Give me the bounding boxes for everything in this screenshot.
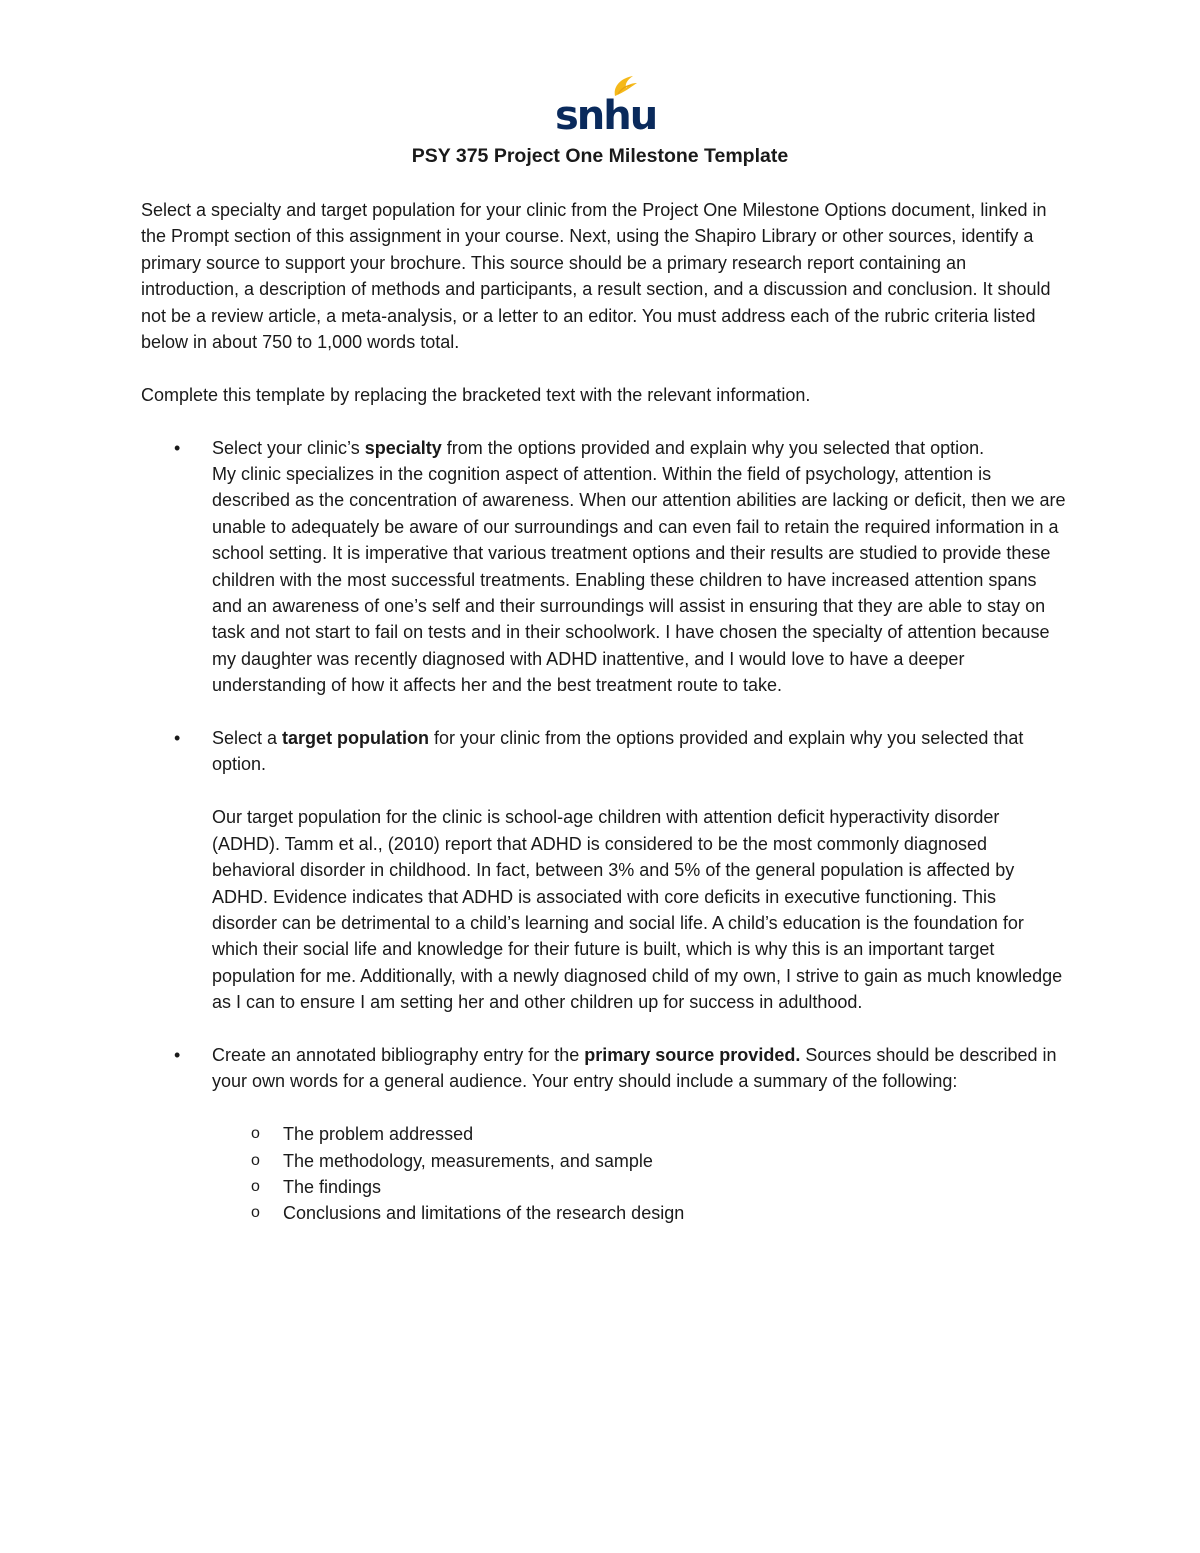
list-spacer — [141, 699, 1066, 725]
bullet-icon: • — [174, 728, 181, 749]
prompt-item-target-population — [141, 725, 1066, 1015]
prompt-text: Select a target population for your clinic from the options provided and explain why you selected that option. — [212, 728, 1024, 775]
prompt-item-bibliography — [141, 1042, 1066, 1227]
sub-list — [212, 1121, 1066, 1227]
answer-paragraph: Our target population for the clinic is school-age children with attention deficit hyperactivity disorder (ADHD). Tamm et al., (2010) report that ADHD is considered to be the most commonly diagnosed behavioral disorder in childhood. In fact, between 3% and 5% of the general population is affected by ADHD. Evidence indicates that ADHD is associated with core deficits in executive functioning. This disorder can be detrimental to a child’s learning and social life. A child’s education is the foundation for which their social life and knowledge for their future is built, which is why this is an important target population for me. Additionally, with a newly diagnosed child of my own, I strive to gain as much knowledge as I can to ensure I am setting her and other children up for success in adulthood. — [212, 807, 1063, 1013]
bullet-icon: • — [174, 1044, 181, 1065]
sub-list-item: o The problem addressed — [212, 1121, 1066, 1147]
sub-list-item: o Conclusions and limitations of the research design — [212, 1200, 1066, 1226]
prompt-list — [141, 435, 1066, 1227]
sub-list-item: o The methodology, measurements, and sample — [212, 1148, 1066, 1174]
bullet-icon: • — [174, 437, 181, 458]
circle-bullet-icon: o — [251, 1204, 260, 1222]
logo-wordmark: snhu — [555, 93, 657, 139]
prompt-item-specialty — [141, 435, 1066, 699]
prompt-text: Select your clinic’s specialty from the options provided and explain why you selected that option. — [212, 437, 985, 458]
instruction-paragraph: Complete this template by replacing the bracketed text with the relevant information. — [141, 384, 811, 405]
circle-bullet-icon: o — [251, 1125, 260, 1143]
page-title: PSY 375 Project One Milestone Template — [411, 145, 789, 167]
sub-list-item: o The findings — [212, 1174, 1066, 1200]
circle-bullet-icon: o — [251, 1151, 260, 1169]
snhu-logo — [555, 74, 657, 139]
prompt-text: Create an annotated bibliography entry for the primary source provided. Sources should be described in your own words for a general audience. Your entry should include a summary of the following: — [212, 1044, 1057, 1092]
document-body — [141, 197, 1066, 1227]
answer-paragraph: My clinic specializes in the cognition aspect of attention. Within the field of psychology, attention is described as the concentration of awareness. When our attention abilities are lacking or deficit, then we are unable to adequately be aware of our surroundings and can even fail to retain the required information in a school setting. It is imperative that various treatment options and their results are studied to provide these children with the most successful treatments. Enabling these children to have increased attention spans and an awareness of one’s self and their surroundings will assist in ensuring that they are able to stay on task and not start to fail on tests and in their schoolwork. I have chosen the specialty of attention because my daughter was recently diagnosed with ADHD inattentive, and I would love to have a deeper understanding of how it affects her and the best treatment route to take. — [212, 464, 1066, 696]
intro-paragraph: Select a specialty and target population for your clinic from the Project One Milestone Options document, linked in the Prompt section of this assignment in your course. Next, using the Shapiro Library or other sources, identify a primary source to support your brochure. This source should be a primary research report containing an introduction, a description of methods and participants, a result section, and a discussion and conclusion. It should not be a review article, a meta-analysis, or a letter to an editor. You must address each of the rubric criteria listed below in about 750 to 1,000 words total. — [141, 200, 1051, 353]
list-spacer — [141, 1016, 1066, 1042]
circle-bullet-icon: o — [251, 1177, 260, 1195]
